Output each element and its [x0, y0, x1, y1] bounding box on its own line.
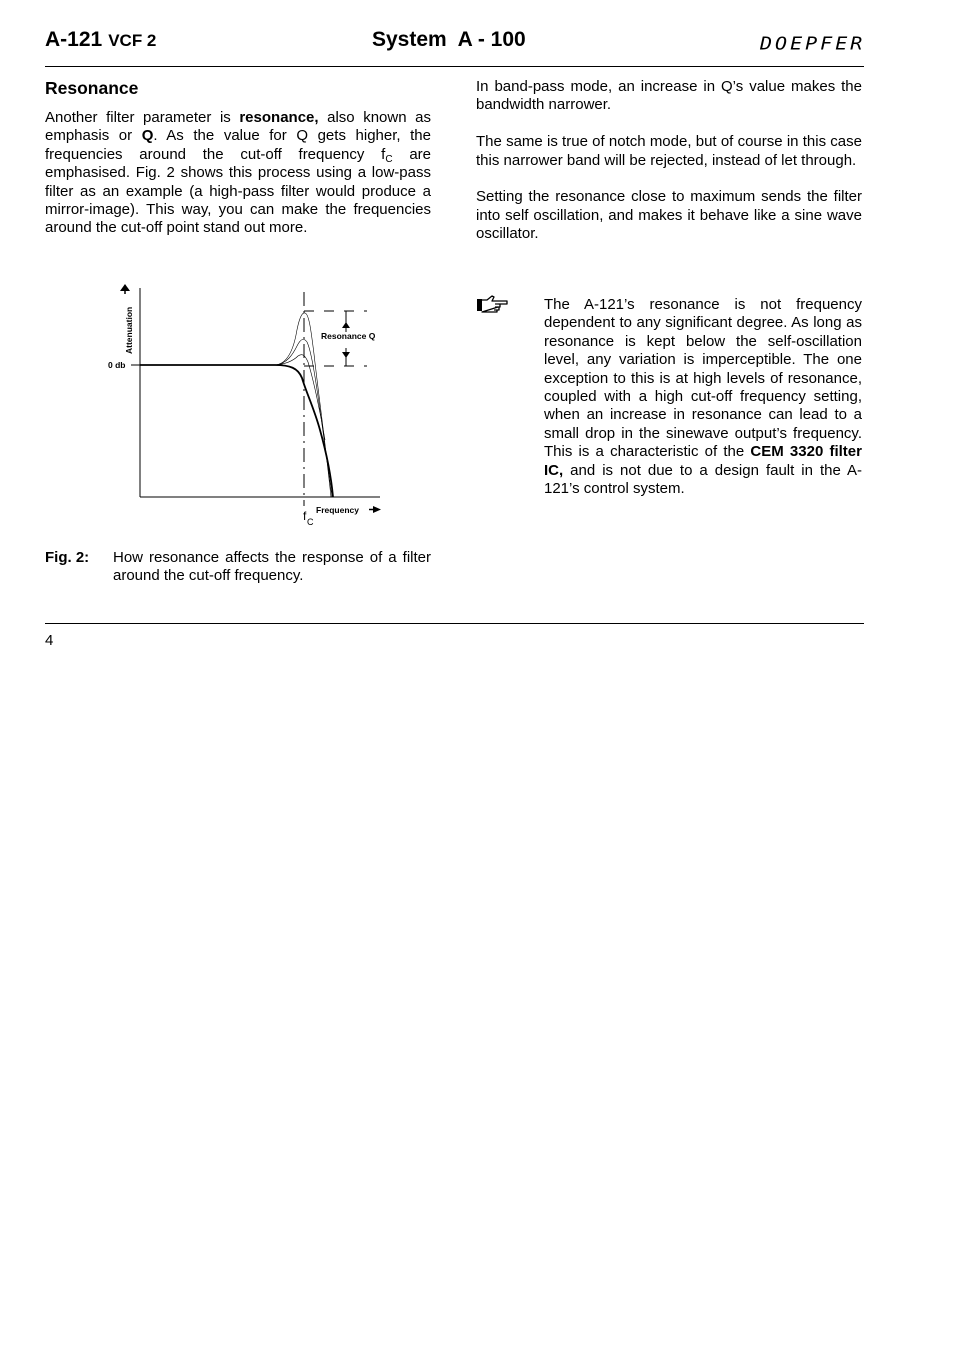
- frequency-arrow-icon: [373, 506, 381, 513]
- frequency-label: Frequency: [316, 505, 359, 515]
- right-column: [476, 78, 862, 244]
- resonance-arrow-down-icon: [342, 352, 350, 358]
- section-heading: Resonance: [45, 78, 139, 98]
- right-paragraph-2: The same is true of notch mode, but of course in this case this narrower band will be rejected, instead of let through.: [476, 133, 862, 169]
- right-paragraph-3: Setting the resonance close to maximum sends the filter into self oscillation, and makes it behave like a sine wave oscillator.: [476, 188, 862, 243]
- left-paragraph: Another filter parameter is resonance, also known as emphasis or Q. As the value for Q gets higher, the frequencies around the cut-off frequency $f_C$ are emphasised. Fig. 2 shows this process using a low-pass filter as an example (a high-pass filter would produce a mirror-image). This way, you can make the frequencies around the cut-off point stand out more.: [45, 109, 431, 237]
- term-q: Q: [141, 127, 154, 145]
- page-number: 4: [45, 632, 54, 649]
- pointing-hand-icon: [476, 292, 510, 314]
- header-rule: [45, 66, 864, 67]
- resonance-q-label: Resonance Q: [321, 331, 376, 341]
- note-paragraph: The A-121’s resonance is not frequency dependent to any significant degree. As long as resonance is kept below the self-oscillation level, any variation is imperceptible. The one exception to this is at high levels of resonance, coupled with a high cut-off frequency setting, when an increase in resonance can lead to a small drop in the sinewave output’s frequency. This is a characteristic of the CEM 3320 filter IC, and is not due to a design fault in the A-121’s control system.: [544, 296, 862, 498]
- figure-caption-label: Fig. 2:: [45, 549, 90, 566]
- figure-caption-text: How resonance affects the response of a filter around the cut-off frequency.: [113, 549, 431, 585]
- resonance-diagram: [95, 280, 395, 530]
- resonance-arrow-up-icon: [342, 322, 350, 328]
- fc-label-sub: C: [307, 517, 314, 527]
- fc-label: f: [303, 509, 307, 523]
- brand-logo: DOEPFER: [760, 32, 866, 54]
- resonance-figure: [95, 280, 395, 530]
- header-subtitle: VCF 2: [108, 31, 157, 50]
- term-cem3320: CEM 3320 filter IC,: [544, 443, 862, 479]
- response-curve-q-low: [275, 355, 325, 440]
- footer-rule: [45, 623, 864, 624]
- term-resonance: resonance,: [239, 109, 319, 126]
- header-system: System A - 100: [372, 28, 526, 51]
- zero-db-label: 0 db: [108, 360, 126, 370]
- attenuation-label: Attenuation: [124, 306, 134, 354]
- header-model: A-121 VCF 2: [45, 28, 157, 51]
- right-paragraph-1: In band-pass mode, an increase in Q’s value makes the bandwidth narrower.: [476, 78, 862, 114]
